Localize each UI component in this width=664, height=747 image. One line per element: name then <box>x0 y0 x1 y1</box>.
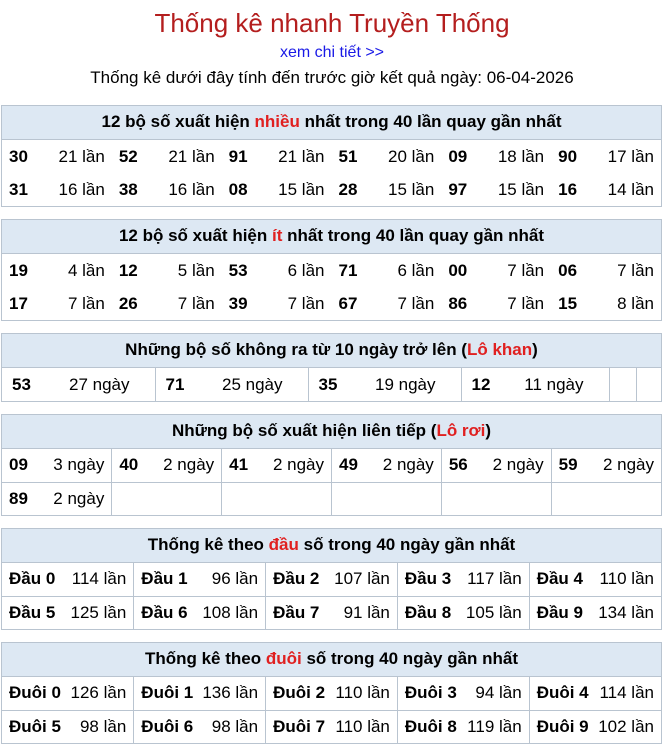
table-cell <box>397 563 529 596</box>
count-value: 136 lần <box>202 683 259 703</box>
table-cell <box>331 254 441 287</box>
table-cell <box>266 563 398 596</box>
table-cell <box>529 677 661 710</box>
table-cell <box>529 563 661 596</box>
number-pair: 00 <box>448 260 468 280</box>
table-cell <box>2 563 134 596</box>
heading-highlight: Lô rơi <box>436 421 486 440</box>
day-count: 3 ngày <box>53 455 105 475</box>
count-value: 96 lần <box>211 569 259 589</box>
lo-khan-table <box>2 368 661 401</box>
heading-text: nhất trong 40 lần quay gần nhất <box>282 226 545 245</box>
number-pair: 06 <box>558 260 578 280</box>
table-cell <box>266 710 398 743</box>
heading-text: Những bộ số xuất hiện liên tiếp ( <box>171 421 437 440</box>
tail-digit: Đuôi 8 <box>404 716 457 736</box>
count-value: 114 lần <box>599 683 654 703</box>
table-cell <box>308 368 461 401</box>
table-cell <box>134 677 266 710</box>
table-row <box>2 140 661 173</box>
count-value: 102 lần <box>598 716 654 736</box>
heading-text: số trong 40 ngày gần nhất <box>301 649 519 668</box>
heading-highlight: đầu <box>268 535 299 554</box>
table-cell <box>112 449 222 482</box>
number-pair: 86 <box>448 293 468 313</box>
head-digit: Đầu 1 <box>141 569 188 589</box>
number-pair: 91 <box>228 146 248 166</box>
table-cell <box>2 368 155 401</box>
table-cell <box>112 173 222 206</box>
table-cell <box>441 287 551 320</box>
table-cell <box>2 287 112 320</box>
table-cell <box>2 173 112 206</box>
table-cell <box>551 173 661 206</box>
page-subtitle: Thống kê dưới đây tính đến trước giờ kết quả ngày: 06-04-2026 <box>90 68 574 87</box>
table-cell <box>2 596 134 629</box>
table-cell <box>134 596 266 629</box>
table-row <box>2 173 661 206</box>
number-pair: 41 <box>229 455 249 475</box>
heading-text: 12 bộ số xuất hiện <box>101 112 255 131</box>
table-row <box>2 710 661 743</box>
dau-stats-heading <box>2 529 661 563</box>
heading-text: Thống kê theo <box>144 649 266 668</box>
table-cell <box>529 710 661 743</box>
table-cell <box>551 254 661 287</box>
empty-cell <box>331 482 441 515</box>
table-cell <box>2 482 112 515</box>
count-value: 7 lần <box>67 293 105 313</box>
heading-text: ) <box>532 340 538 359</box>
number-pair: 90 <box>558 146 578 166</box>
heading-text: nhất trong 40 lần quay gần nhất <box>299 112 562 131</box>
head-digit: Đầu 4 <box>536 569 583 589</box>
head-digit: Đầu 0 <box>9 569 56 589</box>
count-value: 15 lần <box>497 179 545 199</box>
count-value: 119 lần <box>467 716 522 736</box>
tail-digit: Đuôi 4 <box>536 683 589 703</box>
table-cell <box>331 449 441 482</box>
count-value: 6 lần <box>287 260 325 280</box>
number-pair: 52 <box>118 146 138 166</box>
table-cell <box>461 368 609 401</box>
heading-highlight: Lô khan <box>466 340 533 359</box>
count-value: 5 lần <box>177 260 215 280</box>
number-pair: 31 <box>9 179 28 199</box>
duoi-stats-table <box>2 677 661 743</box>
count-value: 16 lần <box>58 179 105 199</box>
count-value: 7 lần <box>287 293 325 313</box>
heading-highlight: đuôi <box>265 649 302 668</box>
number-pair: 09 <box>448 146 468 166</box>
tail-digit: Đuôi 2 <box>273 683 326 703</box>
count-value: 94 lần <box>475 683 522 703</box>
table-cell <box>331 287 441 320</box>
table-cell <box>222 140 332 173</box>
count-value: 117 lần <box>467 569 522 589</box>
empty-cell <box>551 482 661 515</box>
count-value: 15 lần <box>278 179 325 199</box>
count-value: 98 lần <box>211 716 259 736</box>
table-row <box>2 368 661 401</box>
number-pair: 40 <box>119 455 139 475</box>
number-pair: 51 <box>338 146 358 166</box>
number-pair: 19 <box>9 260 28 280</box>
number-pair: 38 <box>118 179 138 199</box>
number-pair: 71 <box>338 260 358 280</box>
table-cell <box>2 449 112 482</box>
lo-roi-panel <box>1 414 662 516</box>
count-value: 7 lần <box>177 293 215 313</box>
page-title: Thống kê nhanh Truyền Thống <box>154 8 510 38</box>
tail-digit: Đuôi 6 <box>141 716 194 736</box>
count-value: 134 lần <box>598 602 654 622</box>
lo-khan-heading <box>2 334 661 368</box>
count-value: 98 lần <box>79 716 127 736</box>
table-cell <box>2 710 134 743</box>
number-pair: 39 <box>228 293 248 313</box>
least-frequent-table <box>2 254 661 320</box>
heading-text: Thống kê theo <box>147 535 269 554</box>
day-count: 11 ngày <box>524 374 584 394</box>
table-cell <box>529 596 661 629</box>
count-value: 18 lần <box>497 146 545 166</box>
empty-cell <box>636 368 661 401</box>
count-value: 16 lần <box>168 179 215 199</box>
count-value: 7 lần <box>397 293 435 313</box>
tail-digit: Đuôi 0 <box>9 683 61 703</box>
table-cell <box>222 254 332 287</box>
head-digit: Đầu 2 <box>273 569 320 589</box>
count-value: 107 lần <box>334 569 390 589</box>
table-row <box>2 287 661 320</box>
number-pair: 16 <box>558 179 578 199</box>
count-value: 110 lần <box>335 716 390 736</box>
lo-roi-table <box>2 449 661 515</box>
count-value: 110 lần <box>335 683 390 703</box>
head-digit: Đầu 8 <box>404 602 452 622</box>
tail-digit: Đuôi 9 <box>536 716 589 736</box>
table-cell <box>441 254 551 287</box>
number-pair: 26 <box>118 293 138 313</box>
tail-digit: Đuôi 7 <box>273 716 326 736</box>
number-pair: 09 <box>9 455 28 475</box>
number-pair: 30 <box>9 146 28 166</box>
table-cell <box>222 173 332 206</box>
number-pair: 53 <box>228 260 248 280</box>
heading-highlight: nhiều <box>254 112 300 131</box>
count-value: 14 lần <box>607 179 654 199</box>
number-pair: 56 <box>448 455 468 475</box>
table-cell <box>134 563 266 596</box>
day-count: 2 ngày <box>53 488 105 508</box>
empty-cell <box>441 482 551 515</box>
count-value: 21 lần <box>58 146 105 166</box>
number-pair: 53 <box>12 374 31 394</box>
table-cell <box>134 710 266 743</box>
table-cell <box>551 287 661 320</box>
lo-roi-heading <box>2 415 661 449</box>
number-pair: 12 <box>471 374 491 394</box>
table-row <box>2 482 661 515</box>
view-details-link[interactable]: xem chi tiết >> <box>279 44 385 61</box>
count-value: 20 lần <box>387 146 435 166</box>
count-value: 7 lần <box>507 260 545 280</box>
head-digit: Đầu 3 <box>404 569 452 589</box>
dau-stats-panel <box>1 528 662 630</box>
empty-cell <box>609 368 636 401</box>
table-cell <box>331 140 441 173</box>
day-count: 2 ngày <box>492 455 544 475</box>
number-pair: 17 <box>9 293 28 313</box>
table-cell <box>112 140 222 173</box>
tail-digit: Đuôi 3 <box>404 683 457 703</box>
day-count: 2 ngày <box>382 455 434 475</box>
dau-stats-table <box>2 563 661 629</box>
most-frequent-panel <box>1 105 662 207</box>
table-cell <box>266 596 398 629</box>
table-cell <box>222 449 332 482</box>
heading-text: ) <box>485 421 492 440</box>
day-count: 2 ngày <box>272 455 324 475</box>
day-count: 19 ngày <box>375 374 436 394</box>
day-count: 2 ngày <box>602 455 654 475</box>
number-pair: 71 <box>165 374 185 394</box>
table-cell <box>551 140 661 173</box>
table-cell <box>397 596 529 629</box>
lo-khan-panel <box>1 333 662 402</box>
count-value: 108 lần <box>202 602 259 622</box>
number-pair: 28 <box>338 179 358 199</box>
table-cell <box>441 140 551 173</box>
head-digit: Đầu 7 <box>273 602 320 622</box>
empty-cell <box>112 482 222 515</box>
count-value: 114 lần <box>71 569 127 589</box>
count-value: 15 lần <box>387 179 435 199</box>
table-row <box>2 449 661 482</box>
count-value: 17 lần <box>607 146 654 166</box>
count-value: 110 lần <box>599 569 654 589</box>
table-row <box>2 677 661 710</box>
number-pair: 35 <box>318 374 338 394</box>
tail-digit: Đuôi 5 <box>9 716 61 736</box>
count-value: 21 lần <box>278 146 325 166</box>
least-frequent-panel <box>1 219 662 321</box>
table-cell <box>441 449 551 482</box>
count-value: 105 lần <box>465 602 522 622</box>
table-cell <box>112 287 222 320</box>
number-pair: 15 <box>558 293 578 313</box>
most-frequent-table <box>2 140 661 206</box>
duoi-stats-heading <box>2 643 661 677</box>
day-count: 2 ngày <box>163 455 215 475</box>
heading-text: Những bộ số không ra từ 10 ngày trở lên ( <box>125 340 467 359</box>
number-pair: 49 <box>338 455 358 475</box>
head-digit: Đầu 5 <box>9 602 56 622</box>
table-cell <box>397 710 529 743</box>
day-count: 27 ngày <box>69 374 130 394</box>
count-value: 8 lần <box>617 293 654 313</box>
table-cell <box>2 140 112 173</box>
count-value: 7 lần <box>507 293 545 313</box>
heading-highlight: ít <box>272 226 283 245</box>
count-value: 7 lần <box>617 260 654 280</box>
head-digit: Đầu 6 <box>141 602 188 622</box>
heading-text: 12 bộ số xuất hiện <box>118 226 272 245</box>
table-cell <box>112 254 222 287</box>
table-cell <box>441 173 551 206</box>
number-pair: 08 <box>228 179 248 199</box>
table-cell <box>155 368 308 401</box>
table-row <box>2 596 661 629</box>
day-count: 25 ngày <box>222 374 283 394</box>
table-cell <box>266 677 398 710</box>
table-cell <box>222 287 332 320</box>
table-row <box>2 563 661 596</box>
number-pair: 89 <box>9 488 28 508</box>
number-pair: 59 <box>558 455 578 475</box>
duoi-stats-panel <box>1 642 662 744</box>
table-cell <box>551 449 661 482</box>
page-header <box>0 0 664 89</box>
count-value: 126 lần <box>70 683 127 703</box>
most-frequent-heading <box>2 106 661 140</box>
table-cell <box>2 677 134 710</box>
tail-digit: Đuôi 1 <box>141 683 194 703</box>
least-frequent-heading <box>2 220 661 254</box>
number-pair: 67 <box>338 293 358 313</box>
empty-cell <box>222 482 332 515</box>
count-value: 4 lần <box>67 260 105 280</box>
heading-text: số trong 40 ngày gần nhất <box>298 535 516 554</box>
number-pair: 97 <box>448 179 468 199</box>
count-value: 6 lần <box>397 260 435 280</box>
count-value: 21 lần <box>168 146 215 166</box>
count-value: 125 lần <box>70 602 127 622</box>
table-row <box>2 254 661 287</box>
head-digit: Đầu 9 <box>536 602 583 622</box>
number-pair: 12 <box>118 260 138 280</box>
table-cell <box>397 677 529 710</box>
table-cell <box>331 173 441 206</box>
count-value: 91 lần <box>343 602 390 622</box>
table-cell <box>2 254 112 287</box>
